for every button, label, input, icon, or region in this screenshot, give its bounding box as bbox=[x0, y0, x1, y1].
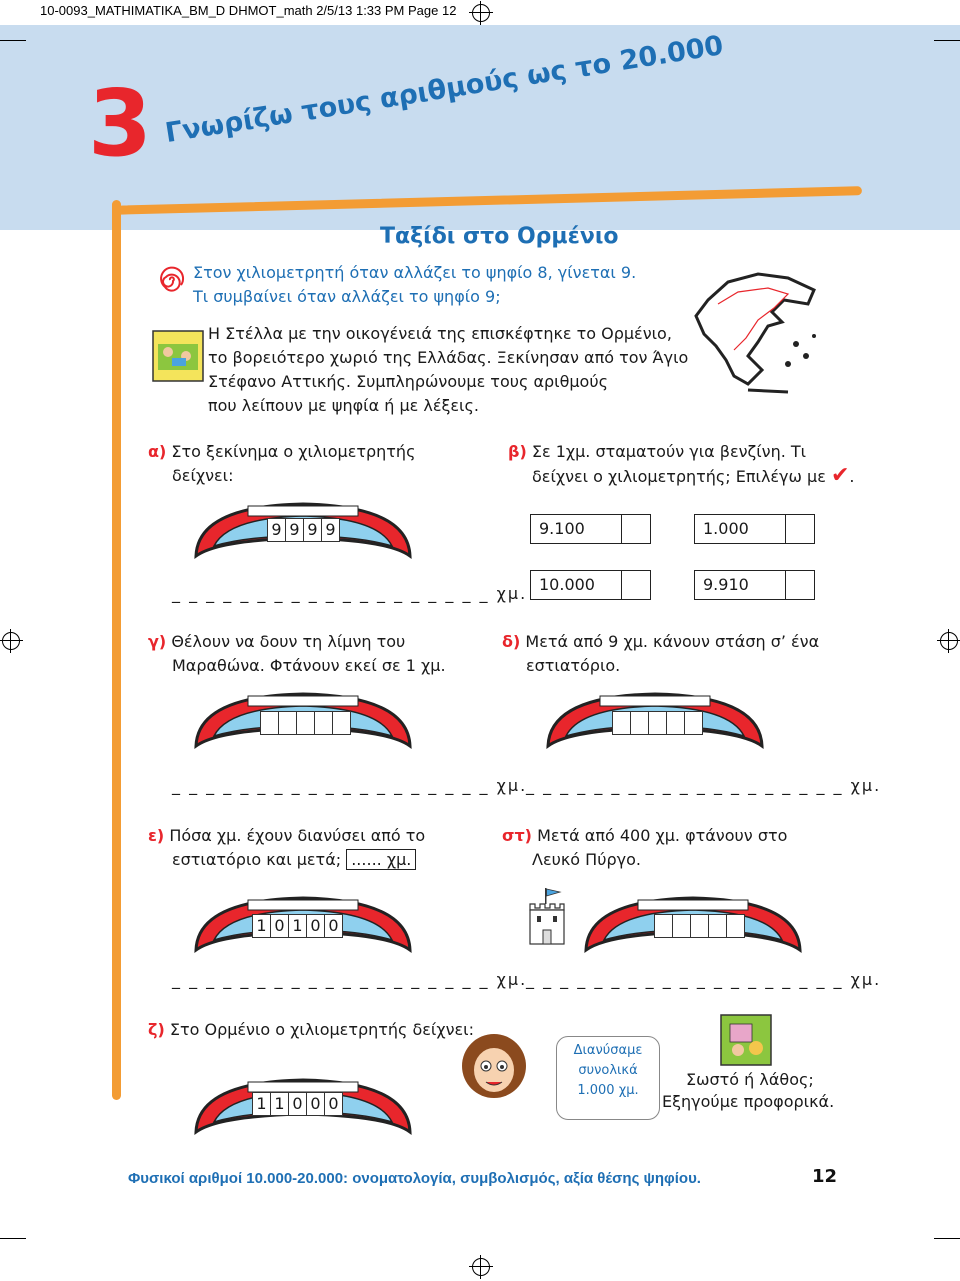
odometer-digit-empty[interactable] bbox=[691, 914, 709, 938]
greece-map-image bbox=[688, 260, 830, 400]
option-value: 1.000 bbox=[695, 515, 786, 543]
closing-line-1: Σωστό ή λάθος; bbox=[686, 1070, 814, 1089]
option-value: 9.910 bbox=[695, 571, 786, 599]
question-st-text: Μετά από 400 χμ. φτάνουν στο bbox=[537, 826, 788, 845]
odometer-digit: 0 bbox=[307, 914, 325, 938]
option-checkbox[interactable] bbox=[786, 515, 814, 543]
question-b bbox=[508, 440, 806, 464]
speech-line: συνολικά bbox=[578, 1063, 638, 1078]
page-number: 12 bbox=[812, 1166, 838, 1187]
question-c bbox=[148, 630, 405, 654]
page-footer: Φυσικοί αριθμοί 10.000-20.000: ονοματολογία, συμβολισμός, αξία θέσης ψηφίου. bbox=[128, 1170, 701, 1187]
question-st bbox=[502, 824, 787, 848]
odometer-digits-c[interactable] bbox=[260, 711, 351, 735]
speech-bubble bbox=[556, 1036, 660, 1120]
question-a-text-2: δείχνει: bbox=[172, 466, 234, 485]
odometer-digits-a bbox=[267, 518, 340, 542]
odometer-digits-e bbox=[252, 914, 343, 938]
speech-line: Διανύσαμε bbox=[573, 1043, 643, 1058]
question-c-text: Θέλουν να δουν τη λίμνη του bbox=[171, 632, 406, 651]
odometer-digit: 1 bbox=[252, 1092, 271, 1116]
option-value: 10.000 bbox=[531, 571, 622, 599]
question-d bbox=[502, 630, 819, 654]
section-title: Ταξίδι στο Ορμένιο bbox=[380, 224, 619, 249]
odometer-digit-empty[interactable] bbox=[654, 914, 673, 938]
crop-mark bbox=[0, 40, 26, 41]
odometer-digit: 1 bbox=[271, 1092, 289, 1116]
odometer-digit-empty[interactable] bbox=[685, 711, 703, 735]
question-c-text-2: Μαραθώνα. Φτάνουν εκεί σε 1 χμ. bbox=[172, 656, 446, 675]
option-row bbox=[530, 570, 651, 600]
answer-box[interactable]: ...... χμ. bbox=[346, 849, 416, 870]
question-z-text: Στο Ορμένιο ο χιλιομετρητής δείχνει: bbox=[169, 1020, 474, 1039]
crop-mark bbox=[934, 1238, 960, 1239]
odometer-digit: 9 bbox=[322, 518, 340, 542]
question-b-label: β) bbox=[508, 442, 527, 461]
odometer-digit: 0 bbox=[289, 1092, 307, 1116]
unit-label: χμ. bbox=[496, 776, 528, 795]
odometer-digit-empty[interactable] bbox=[297, 711, 315, 735]
story-line-1: Η Στέλλα με την οικογένειά της επισκέφτηκε το Ορμένιο, bbox=[208, 324, 672, 343]
registration-mark-right bbox=[940, 632, 958, 650]
odometer-digit: 1 bbox=[289, 914, 307, 938]
question-e-label: ε) bbox=[148, 826, 165, 845]
period: . bbox=[849, 467, 855, 486]
option-row bbox=[694, 514, 815, 544]
option-row bbox=[530, 514, 651, 544]
closing-line-2: Εξηγούμε προφορικά. bbox=[662, 1092, 835, 1111]
odometer-digit-empty[interactable] bbox=[315, 711, 333, 735]
option-checkbox[interactable] bbox=[786, 571, 814, 599]
chapter-title: Γνωρίζω τους αριθμούς ως το 20.000 bbox=[163, 30, 726, 150]
question-d-label: δ) bbox=[502, 632, 521, 651]
children-discussing-image bbox=[720, 1014, 772, 1066]
odometer-digits-d[interactable] bbox=[612, 711, 703, 735]
option-value: 9.100 bbox=[531, 515, 622, 543]
question-a-text: Στο ξεκίνημα ο χιλιομετρητής bbox=[171, 442, 416, 461]
question-e-text-2 bbox=[172, 848, 416, 872]
odometer-digit-empty[interactable] bbox=[709, 914, 727, 938]
option-row bbox=[694, 570, 815, 600]
odometer-digit-empty[interactable] bbox=[279, 711, 297, 735]
question-e bbox=[148, 824, 425, 848]
registration-mark-bottom bbox=[472, 1258, 490, 1276]
question-a bbox=[148, 440, 415, 464]
odometer-digits-st[interactable] bbox=[654, 914, 745, 938]
answer-dashes: _ _ _ _ _ _ _ _ _ _ _ _ _ _ _ _ _ _ _ bbox=[172, 776, 490, 795]
odometer-digit-empty[interactable] bbox=[649, 711, 667, 735]
children-reading-image bbox=[152, 330, 204, 382]
odometer-digit: 0 bbox=[325, 1092, 343, 1116]
answer-line-a[interactable] bbox=[172, 584, 527, 603]
spiral-icon bbox=[155, 265, 185, 295]
speech-line: 1.000 χμ. bbox=[577, 1083, 639, 1098]
story-line-3: Στέφανο Αττικής. Συμπληρώνουμε τους αριθμούς bbox=[208, 372, 608, 391]
answer-dashes: _ _ _ _ _ _ _ _ _ _ _ _ _ _ _ _ _ _ _ bbox=[172, 970, 490, 989]
question-d-text-2: εστιατόριο. bbox=[526, 656, 621, 675]
question-b-text: Σε 1χμ. σταματούν για βενζίνη. Τι bbox=[531, 442, 807, 461]
answer-dashes: _ _ _ _ _ _ _ _ _ _ _ _ _ _ _ _ _ _ _ bbox=[526, 970, 844, 989]
unit-label: χμ. bbox=[496, 970, 528, 989]
unit-label: χμ. bbox=[496, 584, 528, 603]
odometer-digit: 9 bbox=[286, 518, 304, 542]
odometer-digits-z bbox=[252, 1092, 343, 1116]
odometer-digit-empty[interactable] bbox=[333, 711, 351, 735]
question-a-label: α) bbox=[148, 442, 167, 461]
answer-dashes: _ _ _ _ _ _ _ _ _ _ _ _ _ _ _ _ _ _ _ bbox=[526, 776, 844, 795]
odometer-digit: 0 bbox=[307, 1092, 325, 1116]
chapter-number: 3 bbox=[88, 70, 153, 177]
question-e-text: Πόσα χμ. έχουν διανύσει από το bbox=[169, 826, 426, 845]
odometer-digit-empty[interactable] bbox=[673, 914, 691, 938]
registration-mark-top bbox=[472, 4, 490, 22]
option-checkbox[interactable] bbox=[622, 515, 650, 543]
registration-mark-left bbox=[2, 632, 20, 650]
question-st-label: στ) bbox=[502, 826, 532, 845]
unit-label: χμ. bbox=[850, 970, 882, 989]
answer-line-c[interactable] bbox=[172, 776, 527, 795]
odometer-digit: 9 bbox=[267, 518, 286, 542]
unit-label: χμ. bbox=[850, 776, 882, 795]
orange-frame bbox=[112, 200, 121, 1100]
check-icon: ✔ bbox=[830, 463, 850, 488]
question-b-text-2 bbox=[532, 464, 854, 489]
odometer-digit-empty[interactable] bbox=[631, 711, 649, 735]
odometer-digit-empty[interactable] bbox=[260, 711, 279, 735]
odometer-digit: 1 bbox=[252, 914, 271, 938]
odometer-digit: 0 bbox=[271, 914, 289, 938]
question-st-text-2: Λευκό Πύργο. bbox=[532, 850, 641, 869]
question-d-text: Μετά από 9 χμ. κάνουν στάση σ’ ένα bbox=[525, 632, 820, 651]
story-line-2: το βορειότερο χωριό της Ελλάδας. Ξεκίνησαν από τον Άγιο bbox=[208, 348, 689, 367]
crop-mark bbox=[934, 40, 960, 41]
answer-line-d[interactable] bbox=[526, 776, 881, 795]
question-z bbox=[148, 1018, 474, 1042]
question-b-text-2-body: δείχνει ο χιλιομετρητής; Επιλέγω με bbox=[532, 467, 826, 486]
odometer-digit: 9 bbox=[304, 518, 322, 542]
answer-line-st[interactable] bbox=[526, 970, 881, 989]
odometer-digit: 0 bbox=[325, 914, 343, 938]
odometer-digit-empty[interactable] bbox=[667, 711, 685, 735]
crop-mark bbox=[0, 1238, 26, 1239]
answer-dashes: _ _ _ _ _ _ _ _ _ _ _ _ _ _ _ _ _ _ _ bbox=[172, 584, 490, 603]
intro-line-1: Στον χιλιομετρητή όταν αλλάζει το ψηφίο 8, γίνεται 9. bbox=[193, 263, 637, 282]
intro-line-2: Τι συμβαίνει όταν αλλάζει το ψηφίο 9; bbox=[193, 287, 501, 306]
question-c-label: γ) bbox=[148, 632, 167, 651]
girl-character-image bbox=[458, 1030, 530, 1106]
answer-line-e[interactable] bbox=[172, 970, 527, 989]
print-slug: 10-0093_MATHIMATIKA_BM_D DHMOT_math 2/5/13 1:33 PM Page 12 bbox=[40, 3, 457, 18]
option-checkbox[interactable] bbox=[622, 571, 650, 599]
story-line-4: που λείπουν με ψηφία ή με λέξεις. bbox=[208, 396, 479, 415]
odometer-digit-empty[interactable] bbox=[727, 914, 745, 938]
odometer-digit-empty[interactable] bbox=[612, 711, 631, 735]
white-tower-icon bbox=[524, 886, 568, 948]
question-e-text-2-body: εστιατόριο και μετά; bbox=[172, 850, 342, 869]
question-z-label: ζ) bbox=[148, 1020, 165, 1039]
